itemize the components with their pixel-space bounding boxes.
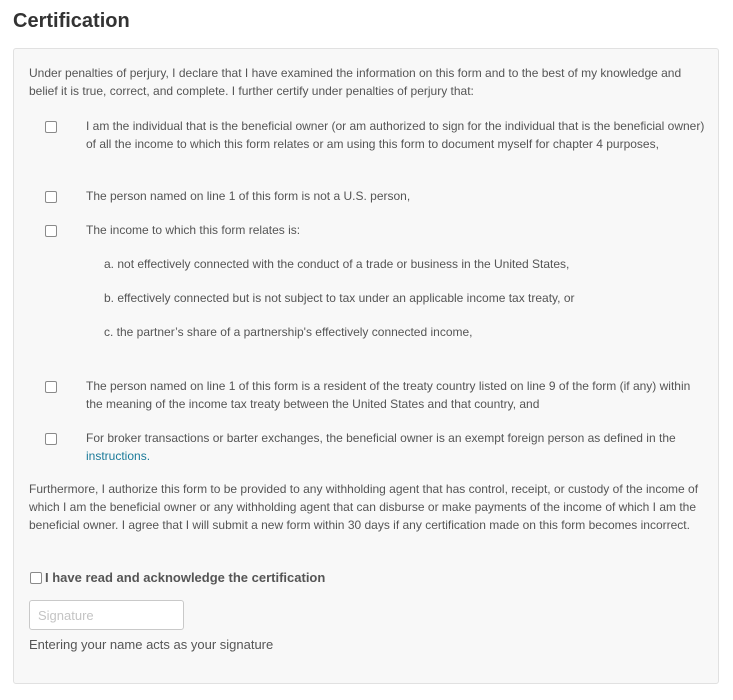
acknowledge-row[interactable]: [29, 569, 429, 587]
acknowledge-label[interactable]: I have read and acknowledge the certification: [45, 570, 326, 585]
income-subitem-b: b. effectively connected but is not subject to tax under an applicable income tax treaty, or: [104, 291, 575, 305]
income-subitem-a: a. not effectively connected with the conduct of a trade or business in the United States,: [104, 257, 570, 271]
certification-item-text: The income to which this form relates is:: [86, 223, 301, 237]
certification-item-text: The person named on line 1 of this form is not a U.S. person,: [86, 189, 411, 203]
checkbox-not-us-person[interactable]: [45, 191, 57, 203]
certification-intro: Under penalties of perjury, I declare that I have examined the information on this form and to the best of my knowledge and belief it is true, correct, and complete. I further certify under penalties of perjury that:: [29, 66, 682, 98]
acknowledge-checkbox[interactable]: [30, 572, 42, 584]
certification-item-text: I am the individual that is the beneficial owner (or am authorized to sign for the individual that is the beneficial owner) of all the income to which this form relates or am using this form to document myself for chapter 4 purposes,: [86, 119, 705, 151]
page-title: Certification: [13, 10, 130, 32]
signature-input[interactable]: [29, 600, 184, 630]
certification-item-text: The person named on line 1 of this form is a resident of the treaty country listed on line 9 of the form (if any) within the meaning of the income tax treaty between the United States and that country, and: [86, 379, 691, 411]
certification-item-text: [86, 429, 706, 465]
certification-panel: [13, 48, 719, 684]
checkbox-treaty-resident[interactable]: [45, 381, 57, 393]
checkbox-beneficial-owner[interactable]: [45, 121, 57, 133]
income-subitem-c: c. the partner’s share of a partnership's effectively connected income,: [104, 325, 473, 339]
instructions-link[interactable]: instructions.: [86, 449, 151, 463]
signature-help-text: Entering your name acts as your signature: [29, 637, 274, 652]
furthermore-statement: Furthermore, I authorize this form to be provided to any withholding agent that has control, receipt, or custody of the income of which I am the beneficial owner or any withholding agent that can disburse or make payments of the income of which I am the beneficial owner. I agree that I will submit a new form within 30 days if any certification made on this form becomes incorrect.: [29, 482, 699, 532]
checkbox-income[interactable]: [45, 225, 57, 237]
checkbox-broker-exempt[interactable]: [45, 433, 57, 445]
broker-text: For broker transactions or barter exchanges, the beneficial owner is an exempt foreign person as defined in the: [86, 431, 676, 445]
